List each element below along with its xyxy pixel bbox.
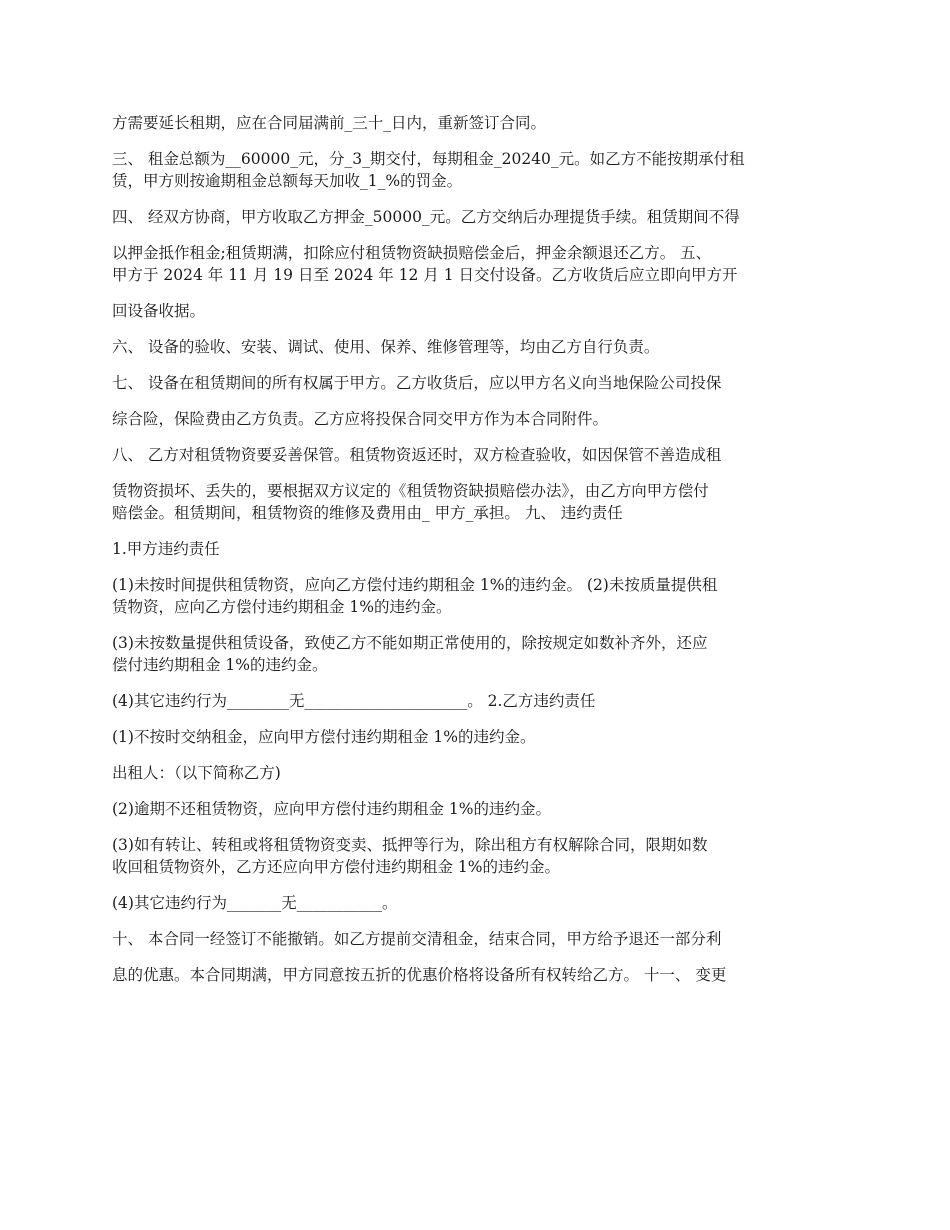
paragraph-irrevocable: 十、 本合同一经签订不能撤销。如乙方提前交清租金，结束合同，甲方给予退还一部分利	[112, 930, 722, 948]
document-body	[112, 112, 842, 1000]
paragraph-lessee-liability-other: (4)其它违约行为_______无___________。	[112, 894, 398, 912]
paragraph-acceptance: 六、 设备的验收、安装、调试、使用、保养、维修管理等，均由乙方自行负责。	[112, 338, 660, 356]
paragraph-lessee-liability-rent: (1)不按时交纳租金，应向甲方偿付违约期租金 1%的违约金。	[112, 728, 536, 746]
paragraph-equipment-receipt: 回设备收据。	[112, 302, 206, 320]
paragraph-rent-total: 三、 租金总额为__60000_元，分_3_期交付，每期租金_20240_元。如乙方不能按期承付租 赁，甲方则按逾期租金总额每天加收_1_%的罚金。	[112, 150, 745, 190]
paragraph-discount-transfer: 息的优惠。本合同期满，甲方同意按五折的优惠价格将设备所有权转给乙方。 十一、 变更	[112, 966, 727, 984]
paragraph-damage-compensation: 赁物资损坏、丢失的，要根据双方议定的《租赁物资缺损赔偿办法》，由乙方向甲方偿付 赔偿金。租赁期间，租赁物资的维修及费用由_ 甲方_承担。 九、 违约责任	[112, 482, 709, 522]
paragraph-lessor-liability-other: (4)其它违约行为________无_____________________。 2.乙方违约责任	[112, 692, 596, 710]
heading-lessor-liability: 1.甲方违约责任	[112, 540, 220, 558]
paragraph-lessee-liability-return: (2)逾期不还租赁物资，应向甲方偿付违约期租金 1%的违约金。	[112, 800, 551, 818]
paragraph-deposit: 四、 经双方协商，甲方收取乙方押金_50000_元。乙方交纳后办理提货手续。租赁期间不得	[112, 208, 740, 226]
paragraph-lessee-liability-transfer: (3)如有转让、转租或将租赁物资变卖、抵押等行为，除出租方有权解除合同，限期如数 收回租赁物资外，乙方还应向甲方偿付违约期租金 1%的违约金。	[112, 836, 708, 876]
paragraph-lessor-liability-time-quality: (1)未按时间提供租赁物资，应向乙方偿付违约期租金 1%的违约金。 (2)未按质量提供租 赁物资，应向乙方偿付违约期租金 1%的违约金。	[112, 576, 718, 616]
paragraph-lease-extension: 方需要延长租期，应在合同届满前_三十_日内，重新签订合同。	[112, 114, 547, 132]
paragraph-ownership: 七、 设备在租赁期间的所有权属于甲方。乙方收货后，应以甲方名义向当地保险公司投保	[112, 374, 722, 392]
paragraph-custody: 八、 乙方对租赁物资要妥善保管。租赁物资返还时，双方检查验收，如因保管不善造成租	[112, 446, 722, 464]
paragraph-lessor-label: 出租人：（以下简称乙方)	[112, 764, 281, 782]
paragraph-deposit-refund: 以押金抵作租金;租赁期满，扣除应付租赁物资缺损赔偿金后，押金余额退还乙方。 五、 甲方于 2024 年 11 月 19 日至 2024 年 12 月 1 日交付设备。乙方收货后应立即向甲方开	[112, 244, 738, 284]
paragraph-lessor-liability-quantity: (3)未按数量提供租赁设备，致使乙方不能如期正常使用的，除按规定如数补齐外，还应 偿付违约期租金 1%的违约金。	[112, 634, 708, 674]
paragraph-insurance: 综合险，保险费由乙方负责。乙方应将投保合同交甲方作为本合同附件。	[112, 410, 609, 428]
